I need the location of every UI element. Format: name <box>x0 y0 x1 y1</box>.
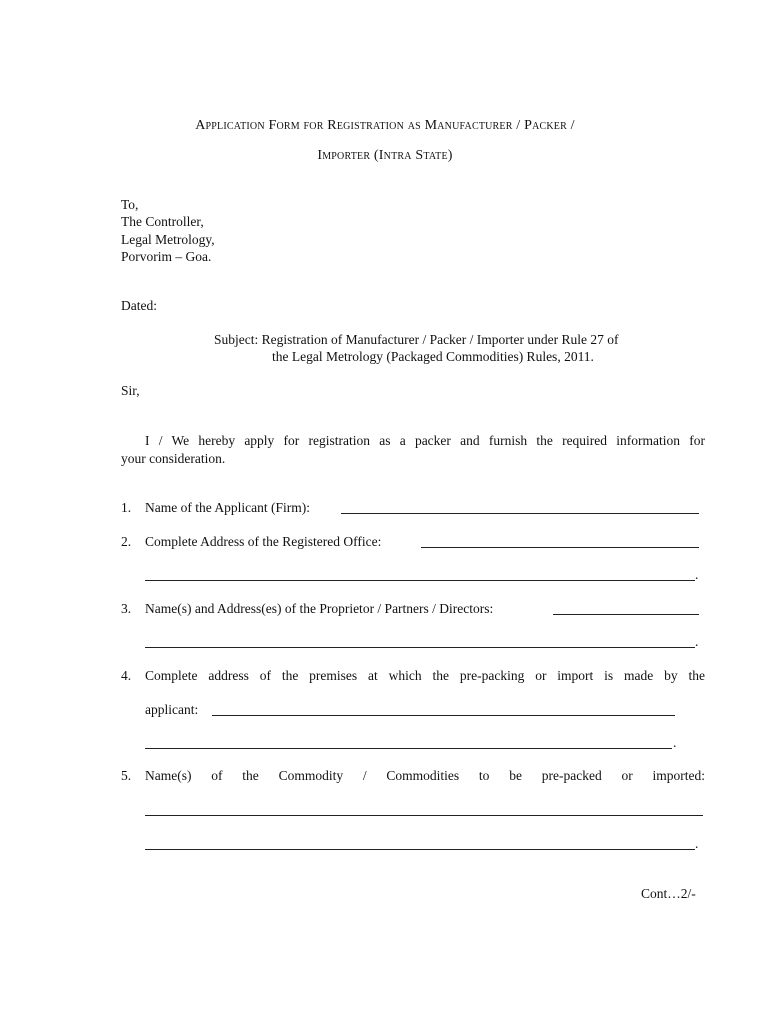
item-number: 3. <box>121 601 132 616</box>
line-end-period: . <box>673 735 677 750</box>
premises-address-field-1[interactable] <box>212 715 675 716</box>
applicant-name-field[interactable] <box>341 513 699 514</box>
form-title-line-1: Application Form for Registration as Manufacturer / Packer / <box>195 118 575 133</box>
item-label: Name of the Applicant (Firm): <box>145 500 310 515</box>
commodities-field-2[interactable] <box>145 849 695 850</box>
item-number: 4. <box>121 668 132 683</box>
address-controller: The Controller, <box>121 214 204 229</box>
continuation-note: Cont…2/- <box>641 886 696 901</box>
commodities-field-1[interactable] <box>145 815 703 816</box>
item-label: Name(s) of the Commodity / Commodities to be pre-packed or imported: <box>145 768 705 783</box>
address-to: To, <box>121 197 139 212</box>
premises-address-field-2[interactable] <box>145 748 672 749</box>
line-end-period: . <box>695 567 699 582</box>
item-label: Name(s) and Address(es) of the Proprietor / Partners / Directors: <box>145 601 494 616</box>
item-number: 5. <box>121 768 132 783</box>
intro-line-2: your consideration. <box>121 451 226 466</box>
salutation: Sir, <box>121 383 140 398</box>
line-end-period: . <box>695 634 699 649</box>
registered-office-field-1[interactable] <box>421 547 699 548</box>
item-label: Complete Address of the Registered Office: <box>145 534 382 549</box>
proprietors-field-1[interactable] <box>553 614 699 615</box>
intro-line-1: I / We hereby apply for registration as a packer and furnish the required information for <box>145 433 705 448</box>
registered-office-field-2[interactable] <box>145 580 695 581</box>
form-title-line-2: Importer (Intra State) <box>317 148 453 163</box>
address-department: Legal Metrology, <box>121 232 215 247</box>
proprietors-field-2[interactable] <box>145 647 695 648</box>
subject-line-2: the Legal Metrology (Packaged Commodities) Rules, 2011. <box>272 349 594 364</box>
address-place: Porvorim – Goa. <box>121 249 212 264</box>
line-end-period: . <box>695 836 699 851</box>
subject-line-1: Subject: Registration of Manufacturer / Packer / Importer under Rule 27 of <box>214 332 619 347</box>
item-number: 1. <box>121 500 132 515</box>
item-label: Complete address of the premises at which the pre-packing or import is made by the <box>145 668 705 683</box>
item-label-continued: applicant: <box>145 702 199 717</box>
dated-label: Dated: <box>121 298 157 313</box>
item-number: 2. <box>121 534 132 549</box>
